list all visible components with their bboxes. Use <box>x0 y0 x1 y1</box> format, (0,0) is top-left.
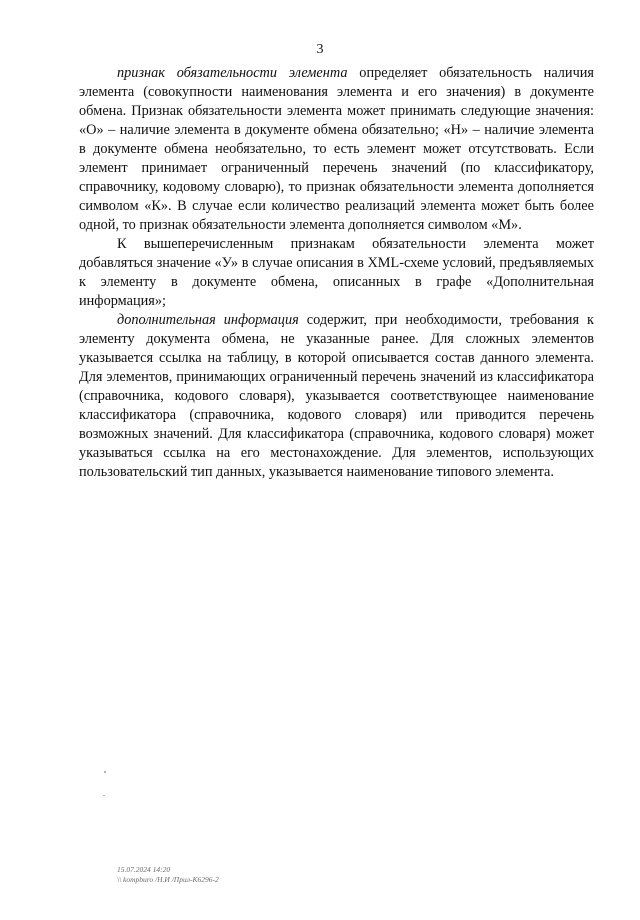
document-body <box>79 64 594 482</box>
scan-speck <box>103 795 105 796</box>
footer-timestamp: 15.07.2024 14:20 <box>117 865 171 874</box>
paragraph-mandatory-attribute <box>79 64 594 235</box>
term-additional-info: дополнительная информация <box>117 312 299 328</box>
paragraph-conditional-value <box>79 235 594 311</box>
page-number: 3 <box>316 42 324 57</box>
paragraph-additional-info <box>79 311 594 482</box>
term-mandatory-attribute: признак обязательности элемента <box>117 65 348 81</box>
paragraph-text: определяет обязательность наличия элемента (совокупности наименования элемента и его значения) в документе обмена. Признак обязательности элемента может принимать следующие значения: «О» – наличие элемента в документе обмена обязательно; «Н» – наличие элемента в документе обмена необязательно, то есть элемент может отсутствовать. Если элемент принимает ограниченный перечень значений (по классификатору, справочнику, кодовому словарю), то признак обязательности элемента дополняется символом «К». В случае если количество реализаций элемента может быть более одной, то признак обязательности элемента дополняется символом «М». <box>79 65 594 233</box>
paragraph-text: содержит, при необходимости, требования к элементу документа обмена, не указанные ранее. Для сложных элементов указывается ссылка на таблицу, в которой описывается состав данного элемента. Для элементов, принимающих ограниченный перечень значений из классификатора (справочника, кодового словаря), указывается соответствующее наименование классификатора (справочника, кодового словаря) или приводится перечень возможных значений. Для классификатора (справочника, кодового словаря) может указываться ссылка на его местонахождение. Для элементов, использующих пользовательский тип данных, указывается наименование типового элемента. <box>79 312 594 480</box>
footer-stamp <box>117 865 219 885</box>
footer-file-path: \\ kompburo /Н.И /Прил-К6296-2 <box>117 875 219 884</box>
scan-speck <box>104 771 106 773</box>
paragraph-text: К вышеперечисленным признакам обязательности элемента может добавляться значение «У» в случае описания в XML-схеме условий, предъявляемых к элементу в документе обмена, описанных в графе «Дополнительная информация»; <box>79 236 594 309</box>
